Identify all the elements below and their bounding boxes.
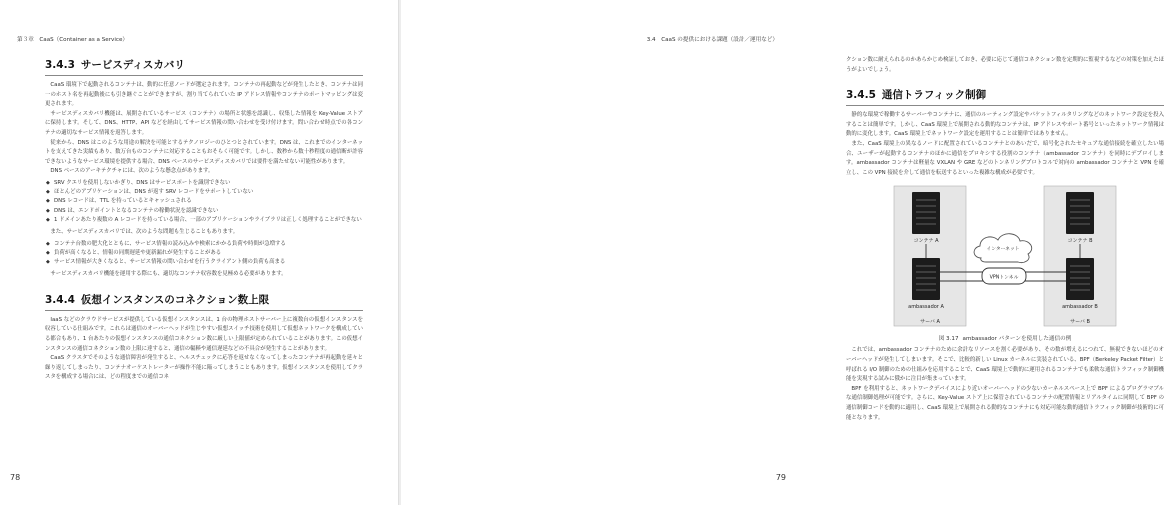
list-item: ◆ DNS は、エンドポイントとなるコンテナの稼働状況を認識できない <box>45 207 363 216</box>
list-item: ◆ SRV クエリを使用しないかぎり、DNS はサービスポートを識別できない <box>45 179 363 188</box>
left-running-head: 第３章 CaaS（Container as a Service） <box>17 37 128 43</box>
bullet-list-dns-concerns <box>45 179 363 225</box>
bullet-icon: ◆ <box>46 216 50 223</box>
list-item: ◆ コンテナ台数の肥大化とともに、サービス情報の読み込みや検索にかかる負荷や時間が急増する <box>45 240 363 249</box>
container-b-label: コンテナ B <box>1067 238 1093 245</box>
server-a-label: サーバ A <box>920 319 940 326</box>
list-item: ◆ 1 ドメインあたり複数の A レコードを持っている場合、一部のアプリケーションやライブラリは正しく処理することができない <box>45 216 363 225</box>
section-heading-3-4-3 <box>45 55 363 76</box>
ambassador-diagram <box>846 184 1164 332</box>
left-page-number: 78 <box>10 473 21 482</box>
paragraph: DNS ベースのアーキテクチャには、次のような懸念点があります。 <box>50 168 214 175</box>
section-title: 通信トラフィック制御 <box>881 89 987 102</box>
server-b-label: サーバ B <box>1070 319 1090 326</box>
paragraph: これでは、ambassador コンテナのために余計なリソースを割く必要があり、その数が増えるにつれて、無視できないほどのオーバーヘッドが発生してしまいます。そこで、比較的新しい Linux カーネルに実装されている、BPF（Berkeley Packet Filter）と呼ばれる I/O 制御のための仕組みを応用することで、CaaS 環境上で動的に運用されるコンテナでも柔軟な通信トラフィック制御機能を実現する試みに俄かに注目が集まっています。 <box>846 347 1164 383</box>
section-title: サービスディスカバリ <box>80 59 185 71</box>
section-number: 3.4.5 <box>846 89 876 102</box>
container-a-label: コンテナ A <box>913 238 939 245</box>
figure-caption <box>846 334 1164 342</box>
list-item: ◆ DNS レコードは、TTL を持っているとキャッシュされる <box>45 197 363 206</box>
list-item: ◆ ほとんどのアプリケーションは、DNS が返す SRV レコードをサポートしていない <box>45 188 363 197</box>
continuation-paragraph: クション数に耐えられるのかあらかじめ検証しておき、必要に応じて通信コネクション数を定期的に監視するなどの対策を加えたほうがよいでしょう。 <box>846 57 1164 73</box>
bullet-icon: ◆ <box>46 189 50 196</box>
paragraph: また、CaaS 環境上の異なるノードに配置されているコンテナとのあいだで、暗号化されたセキュアな通信接続を確立したい場合、ユーザーが起動するコンテナのほかに通信をプロキシする役割のコンテナ（ambassador コンテナ）を同時にデプロイします。ambassador コンテナは軽量な VXLAN や GRE などのトンネリングプロトコルで対向の ambassador コンテナと VPN を確立し、この VPN 接続を介して通信を転送するといった複雑な構成が必要です。 <box>846 140 1164 176</box>
paragraph: サービスディスカバリ機能は、展開されているサービス（コンテナ）の場所と状態を認識し、収集した情報を Key-Value ストアに保持します。そして、DNS、HTTP、API などを経由してサービス情報の問い合わせを受け付けます。問い合わせ時点での各コンテナの適切なサービス情報を返答します。 <box>45 110 363 136</box>
paragraph: サービスディスカバリ機能を運用する際にも、適切なコンテナ収容数を見極める必要があります。 <box>50 271 287 278</box>
bullet-icon: ◆ <box>46 198 50 205</box>
section-heading-3-4-4 <box>45 290 363 311</box>
bullet-icon: ◆ <box>46 179 50 186</box>
bullet-icon: ◆ <box>46 240 50 247</box>
right-page <box>401 0 1164 505</box>
figure-caption-text: ambassador パターンを使用した通信の例 <box>962 336 1072 343</box>
paragraph: また、サービスディスカバリでは、次のような問題も生じることもあります。 <box>50 228 239 235</box>
right-page-number: 79 <box>775 473 786 482</box>
section-number: 3.4.4 <box>45 293 75 306</box>
ambassador-b-label: ambassador B <box>1062 304 1098 311</box>
paragraph: BPF を利用すると、ネットワークデバイスにより近いオーバーヘッドの少ないカーネルスペース上で BPF によるプログラマブルな通信制御処理が可能です。さらに、Key-Value ストア上に保管されているコンテナの配置情報とリアルタイムに同期して BPF の通信制御コードを動的に適用し、CaaS 環境上で展開される動的なコンテナにも対応可能な動的通信トラフィック制御が技術的に可能となります。 <box>846 385 1164 421</box>
right-running-head: 3.4 CaaS の提供における課題（設計／運用など） <box>646 37 778 43</box>
left-page <box>0 0 399 505</box>
section-number: 3.4.3 <box>45 59 75 71</box>
left-column <box>45 55 363 383</box>
container-a-server-icon <box>912 192 940 234</box>
right-column <box>846 56 1164 423</box>
ambassador-a-server-icon <box>912 258 940 300</box>
section-title: 仮想インスタンスのコネクション数上限 <box>80 293 270 306</box>
section-heading-3-4-5 <box>846 85 1164 106</box>
bullet-icon: ◆ <box>46 249 50 256</box>
bullet-list-discovery-issues <box>45 240 363 268</box>
figure-number: 図 3.17 <box>938 336 959 343</box>
ambassador-figure <box>846 184 1164 332</box>
paragraph: 静的な環境で稼働するサーバーやコンテナに、通信のルーティング設定やパケットフィルタリングなどのネットワーク設定を投入することは簡単です。しかし、CaaS 環境上で展開される動的なコンテナは、IP アドレスやポート番号といったネットワーク情報は動的に変化します。CaaS 環境上でネットワーク設定を運用することは簡単ではありません。 <box>846 112 1164 138</box>
list-item: ◆ サービス情報が大きくなると、サービス情報の問い合わせを行うクライアント側の負荷も高まる <box>45 258 363 267</box>
internet-label: インターネット <box>986 247 1020 253</box>
container-b-server-icon <box>1066 192 1094 234</box>
paragraph: CaaS 環境下で起動されるコンテナは、動的に任意ノードが選定されます。コンテナの再起動などが発生したとき、コンテナは同一のホスト名を再起動後にも引き継ぐことができますが、割り当てられていた IP アドレス情報やコンテナのポートマッピングは変更されます。 <box>45 82 363 108</box>
bullet-icon: ◆ <box>46 207 50 214</box>
vpn-tunnel-label: VPNトンネル <box>989 275 1019 281</box>
paragraph: IaaS などのクラウドサービスが提供している仮想インスタンスは、1 台の物理ホストサーバー上に複数台の仮想インスタンスを収容している仕組みです。これらは通信のオーバーヘッドが生じやすい仮想スイッチ技術を使用して仮想ネットワークを構成している都合もあり、1 台あたりの仮想インスタンスの通信コネクション数に厳しい上限値が定められていることがあります。この仮想インスタンスの通信コネクション数の上限に達すると、通信の輻輳や通信遅延などの不具合が発生することがあります。 <box>45 316 363 352</box>
ambassador-a-label: ambassador A <box>908 304 944 311</box>
bullet-icon: ◆ <box>46 258 50 265</box>
paragraph: 従来から、DNS はこのような用途の解決を可能とするテクノロジーのひとつとされています。DNS は、これまでのインターネットを支えてきた実績もあり、数万台ものコンテナに対応することもおそらく可能です。しかし、数秒から数十秒程度の通信断が許容できないようなサービス環境を提供する場合、DNS ベースのサービスディスカバリでは要件を満たせない可能性があります。 <box>45 139 363 165</box>
list-item: ◆ 負荷が高くなると、情報の同期遅延や更新漏れが発生することがある <box>45 249 363 258</box>
paragraph: CaaS クラスタでそのような通信障害が発生すると、ヘルスチェックに応答を返せなくなってしまったコンテナが再起動を延々と繰り返してしまったり、コンテナオーケストレーターが操作不能に陥ってしまうこともあります。仮想インスタンスを使用してクラスタを構成する場合には、どの程度までの通信コネ <box>45 355 363 381</box>
ambassador-b-server-icon <box>1066 258 1094 300</box>
